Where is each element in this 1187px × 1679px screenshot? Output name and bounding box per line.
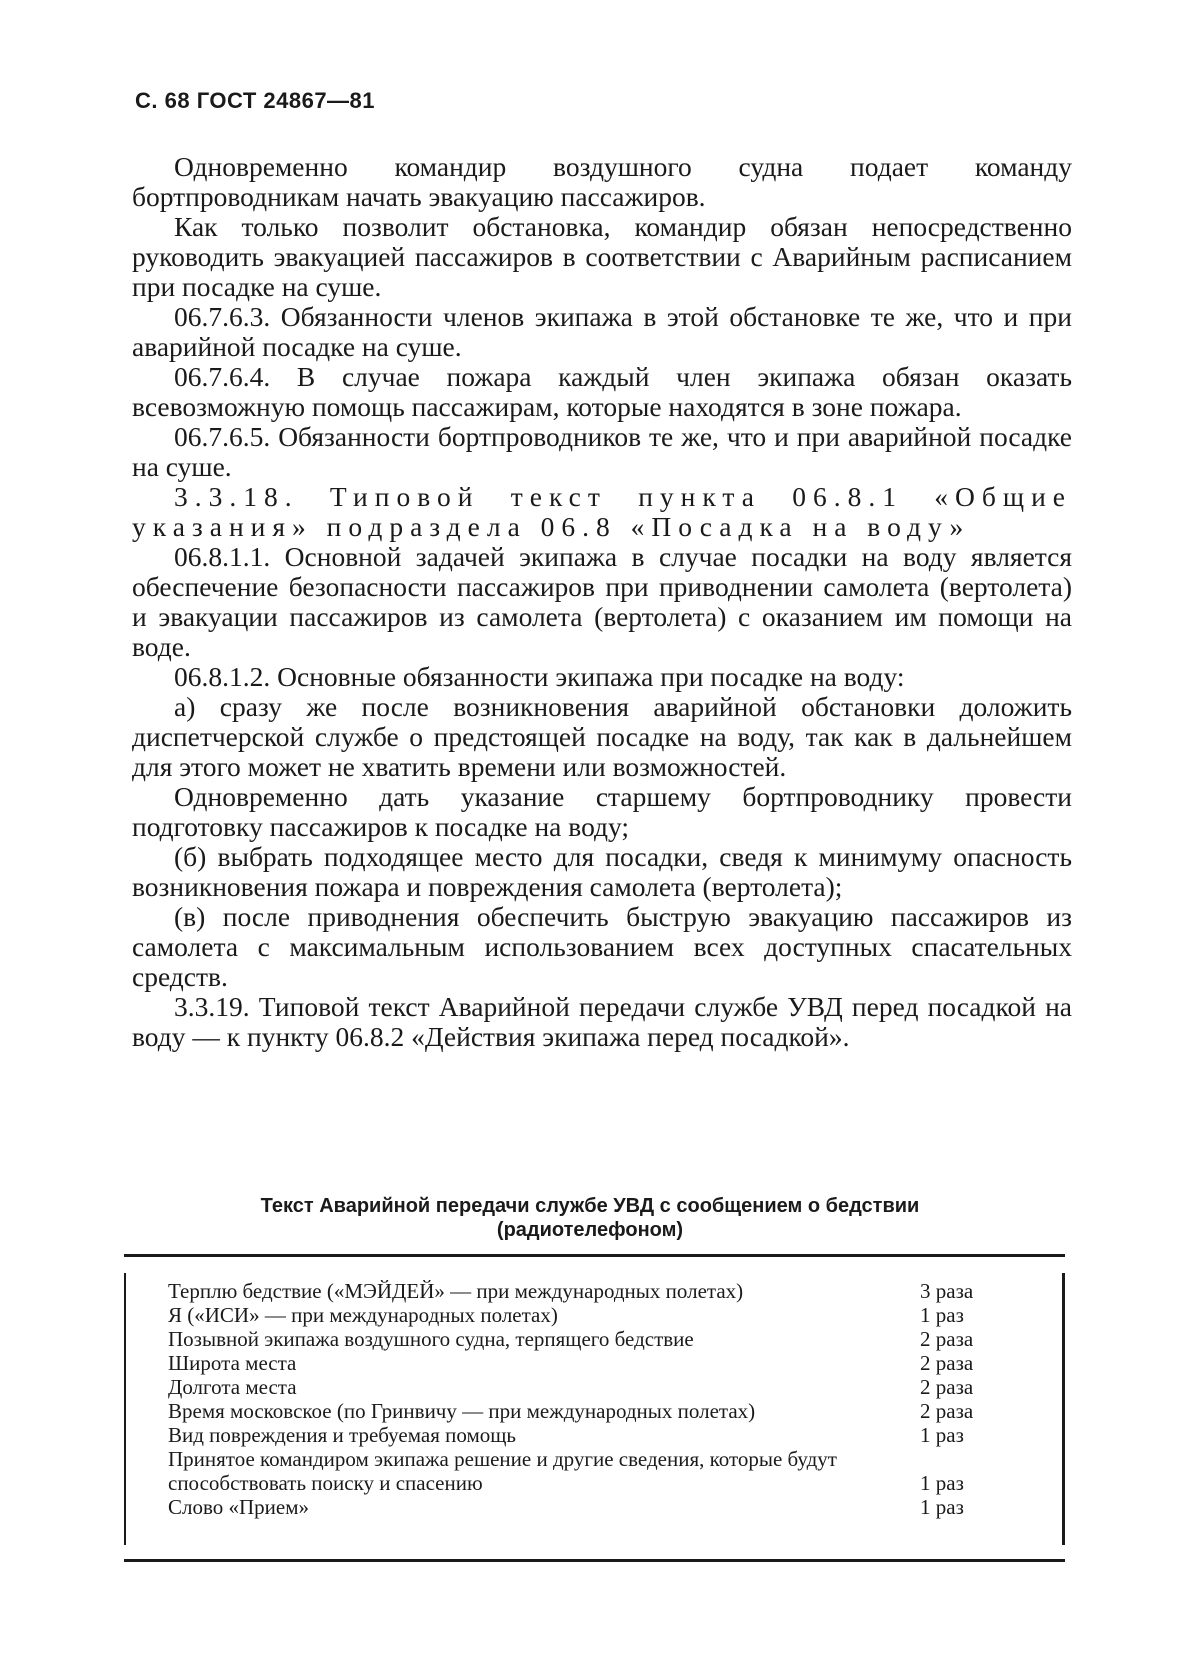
table-row-text: Широта места [168,1351,297,1375]
table-row-count: 2 раза [920,1399,974,1423]
table-row [168,1447,1038,1495]
body-text [132,152,1072,1052]
table-row-text: Время московское (по Гринвичу — при международных полетах) [168,1399,756,1423]
table-caption-subtitle: (радиотелефоном) [496,1219,684,1241]
table-border-right [1062,1273,1065,1545]
table-row-text: Принятое командиром экипажа решение и другие сведения, которые будут способствовать поиску и спасению [168,1447,837,1495]
paragraph: 06.8.1.2. Основные обязанности экипажа при посадке на воду: [174,661,905,692]
table-row-count: 2 раза [920,1375,974,1399]
paragraph: Одновременно дать указание старшему бортпроводнику провести подготовку пассажиров к посадке на воду; [132,781,1072,842]
table-row [168,1327,1038,1351]
table-row-count: 3 раза [920,1279,974,1303]
paragraph: 06.7.6.5. Обязанности бортпроводников те же, что и при аварийной посадке на суше. [132,421,1072,482]
paragraph: 3.3.19. Типовой текст Аварийной передачи службе УВД перед посадкой на воду — к пункту 06.8.2 «Действия экипажа перед посадкой». [132,991,1072,1052]
paragraph: Как только позволит обстановка, командир обязан непосредственно руководить эвакуацией пассажиров в соответствии с Аварийным расписанием при посадке на суше. [132,211,1072,302]
table-row [168,1351,1038,1375]
table-border-left [124,1273,126,1545]
table-row [168,1303,1038,1327]
table-caption-title: Текст Аварийной передачи службе УВД с сообщением о бедствии [260,1195,920,1217]
table-row-text: Позывной экипажа воздушного судна, терпящего бедствие [168,1327,694,1351]
table-rows [168,1279,1038,1519]
table-row-text: Терплю бедствие («МЭЙДЕЙ» — при международных полетах) [168,1279,744,1303]
table-row-count: 2 раза [920,1327,974,1351]
paragraph: 06.8.1.1. Основной задачей экипажа в случае посадки на воду является обеспечение безопасности пассажиров при приводнении самолета (вертолета) и эвакуации пассажиров из самолета (вертолета) с оказанием им помощи на воде. [132,541,1072,662]
table-row [168,1399,1038,1423]
table-row [168,1423,1038,1447]
table-row-count: 1 раз [920,1471,964,1495]
table-row-text: Я («ИСИ» — при международных полетах) [168,1303,558,1327]
section-heading: 3.3.18. Типовой текст пункта 06.8.1 «Общие указания» подраздела 06.8 «Посадка на воду» [132,481,1072,542]
table-row-text: Вид повреждения и требуемая помощь [168,1423,516,1447]
paragraph: (б) выбрать подходящее место для посадки, сведя к минимуму опасность возникновения пожара и повреждения самолета (вертолета); [132,841,1072,902]
table-row [168,1495,1038,1519]
table-row [168,1375,1038,1399]
table-row-count: 2 раза [920,1351,974,1375]
paragraph: а) сразу же после возникновения аварийной обстановки доложить диспетчерской службе о предстоящей посадке на воду, так как в дальнейшем для этого может не хватить времени или возможностей. [132,691,1072,782]
table-row [168,1279,1038,1303]
table-row-text: Долгота места [168,1375,297,1399]
table-caption [150,1194,1030,1242]
table-row-text: Слово «Прием» [168,1495,310,1519]
paragraph: 06.7.6.3. Обязанности членов экипажа в этой обстановке те же, что и при аварийной посадке на суше. [132,301,1072,362]
paragraph: Одновременно командир воздушного судна подает команду бортпроводникам начать эвакуацию пассажиров. [132,151,1072,212]
table-row-count: 1 раз [920,1303,964,1327]
transmission-table [124,1254,1065,1562]
table-row-count: 1 раз [920,1495,964,1519]
paragraph: (в) после приводнения обеспечить быструю эвакуацию пассажиров из самолета с максимальным использованием всех доступных спасательных средств. [132,901,1072,992]
page-header: С. 68 ГОСТ 24867—81 [135,88,376,113]
paragraph: 06.7.6.4. В случае пожара каждый член экипажа обязан оказать всевозможную помощь пассажирам, которые находятся в зоне пожара. [132,361,1072,422]
table-row-count: 1 раз [920,1423,964,1447]
